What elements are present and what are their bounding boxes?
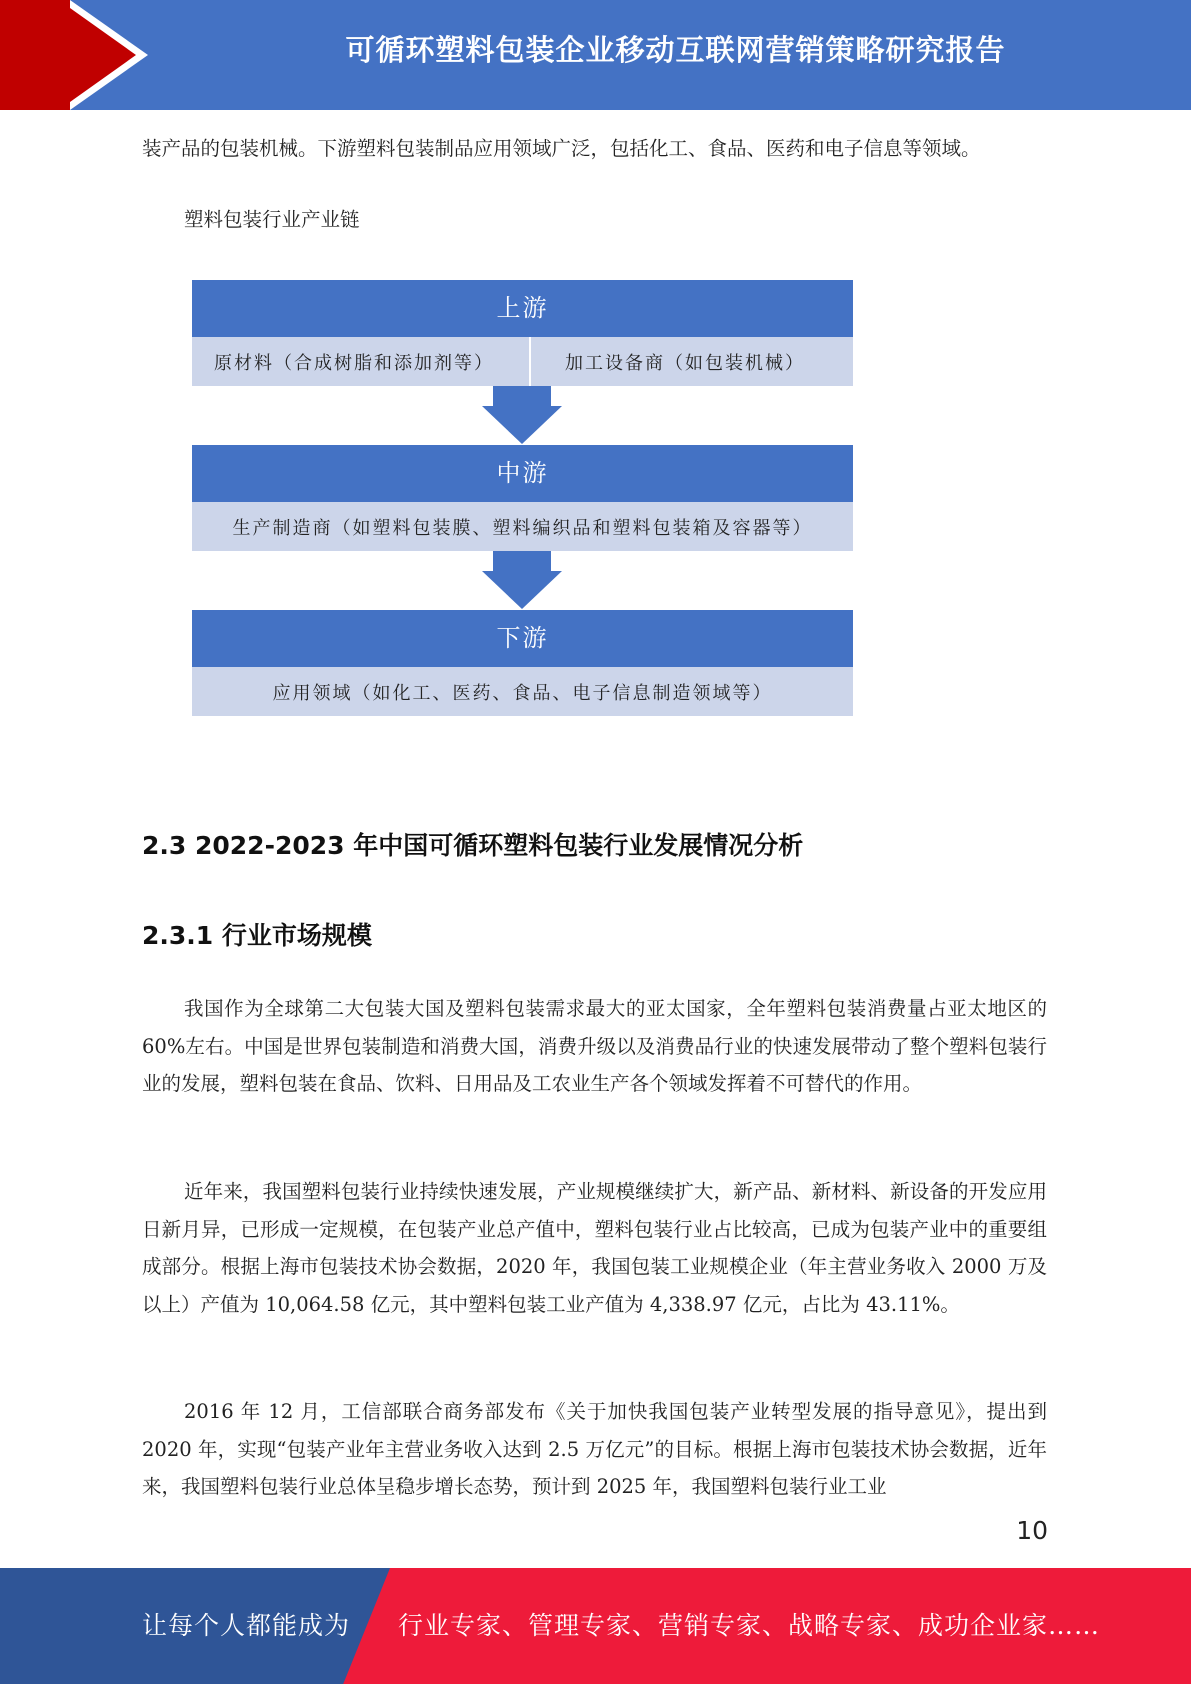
paragraph: 我国作为全球第二大包装大国及塑料包装需求最大的亚太国家，全年塑料包装消费量占亚太地区的 60%左右。中国是世界包装制造和消费大国，消费升级以及消费品行业的快速发展带动了整个塑料包装行业的发展，塑料包装在食品、饮料、日用品及工农业生产各个领域发挥着不可替代的作用。: [142, 997, 1047, 1095]
midstream-title: 中游: [192, 445, 853, 502]
body-paragraph-2: [142, 1173, 1047, 1323]
header-title: 可循环塑料包装企业移动互联网营销策略研究报告: [345, 33, 1006, 67]
header-chevron-inner: [70, 8, 136, 102]
page-number: 10: [1016, 1516, 1048, 1545]
paragraph: 近年来，我国塑料包装行业持续快速发展，产业规模继续扩大，新产品、新材料、新设备的开发应用日新月异，已形成一定规模，在包装产业总产值中，塑料包装行业占比较高，已成为包装产业中的重要组成部分。根据上海市包装技术协会数据，2020 年，我国包装工业规模企业（年主营业务收入 2000 万及以上）产值为 10,064.58 亿元，其中塑料包装工业产值为 4,338.97 亿元，占比为 43.11%。: [142, 1180, 1047, 1316]
intro-block: [142, 130, 1047, 168]
down-arrow-icon: [192, 386, 853, 445]
upstream-divider: [529, 337, 531, 386]
page-footer: [0, 1568, 1191, 1684]
footer-slogan-left: 让每个人都能成为: [142, 1611, 351, 1640]
page-header: [0, 0, 1191, 110]
section-heading: 2.3 2022-2023 年中国可循环塑料包装行业发展情况分析: [142, 831, 804, 860]
paragraph: 2016 年 12 月，工信部联合商务部发布《关于加快我国包装产业转型发展的指导意见》，提出到 2020 年，实现“包装产业年主营业务收入达到 2.5 万亿元”的目标。根据上海市包装技术协会数据，近年来，我国塑料包装行业总体呈稳步增长态势，预计到 2025 年，我国塑料包装行业工业: [142, 1400, 1047, 1498]
industry-chain-diagram: [192, 280, 853, 716]
diagram-caption: 塑料包装行业产业链: [184, 208, 360, 231]
body-paragraph-3: [142, 1393, 1047, 1506]
upstream-title: 上游: [192, 280, 853, 337]
upstream-left: 原材料（合成树脂和添加剂等）: [214, 352, 494, 374]
upstream-right: 加工设备商（如包装机械）: [565, 352, 805, 374]
downstream-body: 应用领域（如化工、医药、食品、电子信息制造领域等）: [192, 667, 853, 716]
midstream-body: 生产制造商（如塑料包装膜、塑料编织品和塑料包装箱及容器等）: [192, 502, 853, 551]
subsection-heading: 2.3.1 行业市场规模: [142, 921, 372, 950]
body-paragraph-1: [142, 990, 1047, 1103]
upstream-body: [192, 337, 853, 386]
downstream-title: 下游: [192, 610, 853, 667]
intro-paragraph: 装产品的包装机械。下游塑料包装制品应用领域广泛，包括化工、食品、医药和电子信息等领域。: [142, 137, 981, 160]
down-arrow-icon: [192, 551, 853, 610]
footer-slogan-right: 行业专家、管理专家、营销专家、战略专家、成功企业家……: [398, 1611, 1101, 1640]
header-red-block: [0, 0, 70, 110]
